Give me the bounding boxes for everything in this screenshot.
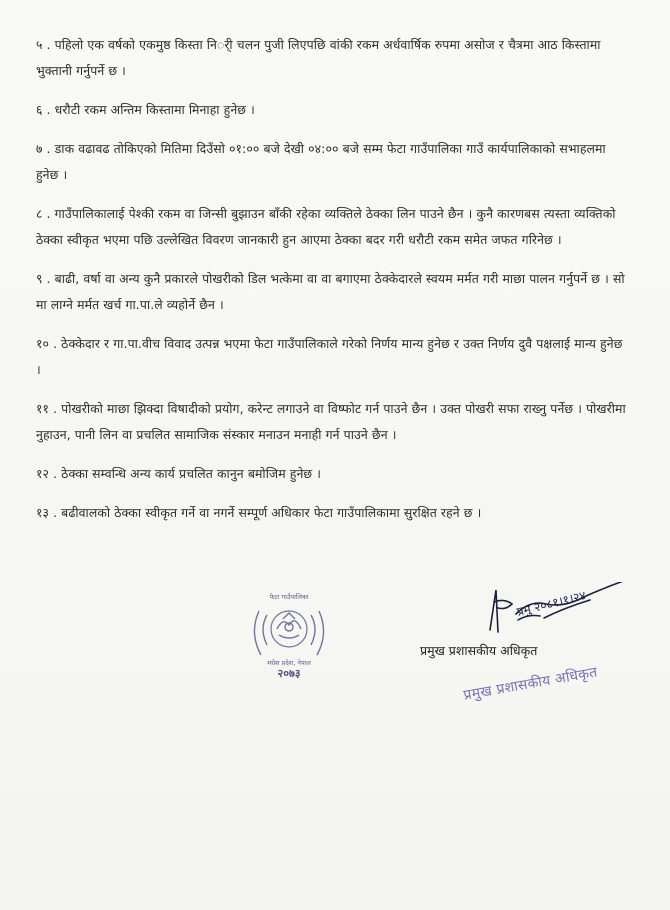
clause-7: ७ . डाक वढावढ तोकिएको मितिमा दिउँसो ०१:०० बजे देखी ०४:०० बजे सम्म फेटा गाउँपालिका गाउँ कार्यपालिकाको सभाहलमा हुनेछ । (36, 141, 606, 182)
clause-6: ६ . धरौटी रकम अन्तिम किस्तामा मिनाहा हुनेछ । (36, 102, 255, 117)
clause-text: ठेक्केदार र गा.पा.वीच विवाद उत्पन्न भएमा फेटा गाउँपालिकाले गरेको निर्णय मान्य हुनेछ र उक्त निर्णय दुवै पक्षलाई मान्य हुनेछ । (36, 336, 623, 377)
designation-stamp: प्रमुख प्रशासकीय अधिकृत (462, 664, 599, 704)
clause-9: ९ . बाढी, वर्षा वा अन्य कुनै प्रकारले पोखरीको डिल भत्केमा वा वा बगाएमा ठेक्केदारले स्वयम मर्मत गरी माछा पालन गर्नुपर्ने छ । सो मा लाग्ने मर्मत खर्च गा.पा.ले व्यहोर्ने छैन । (36, 271, 625, 312)
clause-number: ९ (36, 271, 43, 286)
seal-graphic (237, 585, 341, 689)
clause-8: ८ . गाउँपालिकालाई पेश्की रकम वा जिन्सी बुझाउन बाँकी रहेका व्यक्तिले ठेक्का लिन पाउने छैन । कुनै कारणबस त्यस्ता व्यक्तिको ठेक्का स्वीकृत भएमा पछि उल्लेखित विवरण जानकारी हुन आएमा ठेक्का बदर गरी धरौटी रकम समेत जफत गरिनेछ । (36, 206, 616, 247)
clause-text: बढीवालको ठेक्का स्वीकृत गर्ने वा नगर्ने सम्पूर्ण अधिकार फेटा गाउँपालिकामा सुरक्षित रहने छ । (61, 505, 482, 520)
clause-11: ११ . पोखरीको माछा झिक्दा विषादीको प्रयोग, करेन्ट लगाउने वा विष्फोट गर्न पाउने छैन । उक्त पोखरी सफा राख्नु पर्नेछ । पोखरीमा नुहाउन, पानी लिन वा प्रचलित सामाजिक संस्कार मनाउन मनाही गर्न पाउने छैन । (36, 401, 626, 442)
clause-text: ठेक्का सम्वन्धि अन्य कार्य प्रचलित कानुन बमोजिम हुनेछ । (61, 466, 322, 481)
clause-number: ११ (36, 401, 50, 416)
signature-text: प्रमु २०८१।१।२४ (515, 588, 588, 619)
official-seal (237, 585, 341, 689)
clause-number: १३ (36, 505, 50, 520)
clause-text: धरौटी रकम अन्तिम किस्तामा मिनाहा हुनेछ । (54, 102, 255, 117)
clause-10: १० . ठेक्केदार र गा.पा.वीच विवाद उत्पन्न भएमा फेटा गाउँपालिकाले गरेको निर्णय मान्य हुनेछ र उक्त निर्णय दुवै पक्षलाई मान्य हुनेछ । (36, 336, 623, 377)
clause-list (36, 32, 626, 539)
clause-text: गाउँपालिकालाई पेश्की रकम वा जिन्सी बुझाउन बाँकी रहेका व्यक्तिले ठेक्का लिन पाउने छैन । कुनै कारणबस त्यस्ता व्यक्तिको ठेक्का स्वीकृत भएमा पछि उल्लेखित विवरण जानकारी हुन आएमा ठेक्का बदर गरी धरौटी रकम समेत जफत गरिनेछ । (36, 206, 616, 247)
clause-number: ६ (36, 102, 43, 117)
seal-bottom-text: मधेश प्रदेश, नेपाल (267, 659, 311, 667)
clause-number: ७ (36, 141, 43, 156)
clause-13: १३ . बढीवालको ठेक्का स्वीकृत गर्ने वा नगर्ने सम्पूर्ण अधिकार फेटा गाउँपालिकामा सुरक्षित रहने छ । (36, 505, 482, 520)
clause-5: ५ . पहिलो एक वर्षको एकमुष्ठ किस्ता निर्ी चलन पुजी लिएपछि वांकी रकम अर्धवार्षिक रुपमा असोज र चैत्रमा आठ किस्तामा भुक्तानी गर्नुपर्ने छ । (36, 37, 601, 78)
clause-number: ५ (36, 37, 43, 52)
clause-text: पहिलो एक वर्षको एकमुष्ठ किस्ता निर्ी चलन पुजी लिएपछि वांकी रकम अर्धवार्षिक रुपमा असोज र चैत्रमा आठ किस्तामा भुक्तानी गर्नुपर्ने छ । (36, 37, 601, 78)
clause-number: १२ (36, 466, 50, 481)
clause-text: पोखरीको माछा झिक्दा विषादीको प्रयोग, करेन्ट लगाउने वा विष्फोट गर्न पाउने छैन । उक्त पोखरी सफा राख्नु पर्नेछ । पोखरीमा नुहाउन, पानी लिन वा प्रचलित सामाजिक संस्कार मनाउन मनाही गर्न पाउने छैन । (36, 401, 626, 442)
handwritten-signature (488, 582, 638, 642)
clause-number: १० (36, 336, 50, 351)
signature-graphic (488, 582, 638, 642)
clause-number: ८ (36, 206, 43, 221)
clause-12: १२ . ठेक्का सम्वन्धि अन्य कार्य प्रचलित कानुन बमोजिम हुनेछ । (36, 466, 322, 481)
clause-text: डाक वढावढ तोकिएको मितिमा दिउँसो ०१:०० बजे देखी ०४:०० बजे सम्म फेटा गाउँपालिका गाउँ कार्यपालिकाको सभाहलमा हुनेछ । (36, 141, 606, 182)
seal-arc-text: फेटा गाउँपालिका (269, 593, 309, 601)
signatory-title: प्रमुख प्रशासकीय अधिकृत (420, 643, 538, 658)
clause-text: बाढी, वर्षा वा अन्य कुनै प्रकारले पोखरीको डिल भत्केमा वा वा बगाएमा ठेक्केदारले स्वयम मर्मत गरी माछा पालन गर्नुपर्ने छ । सो मा लाग्ने मर्मत खर्च गा.पा.ले व्यहोर्ने छैन । (36, 271, 625, 312)
seal-year: २०७३ (277, 667, 301, 680)
